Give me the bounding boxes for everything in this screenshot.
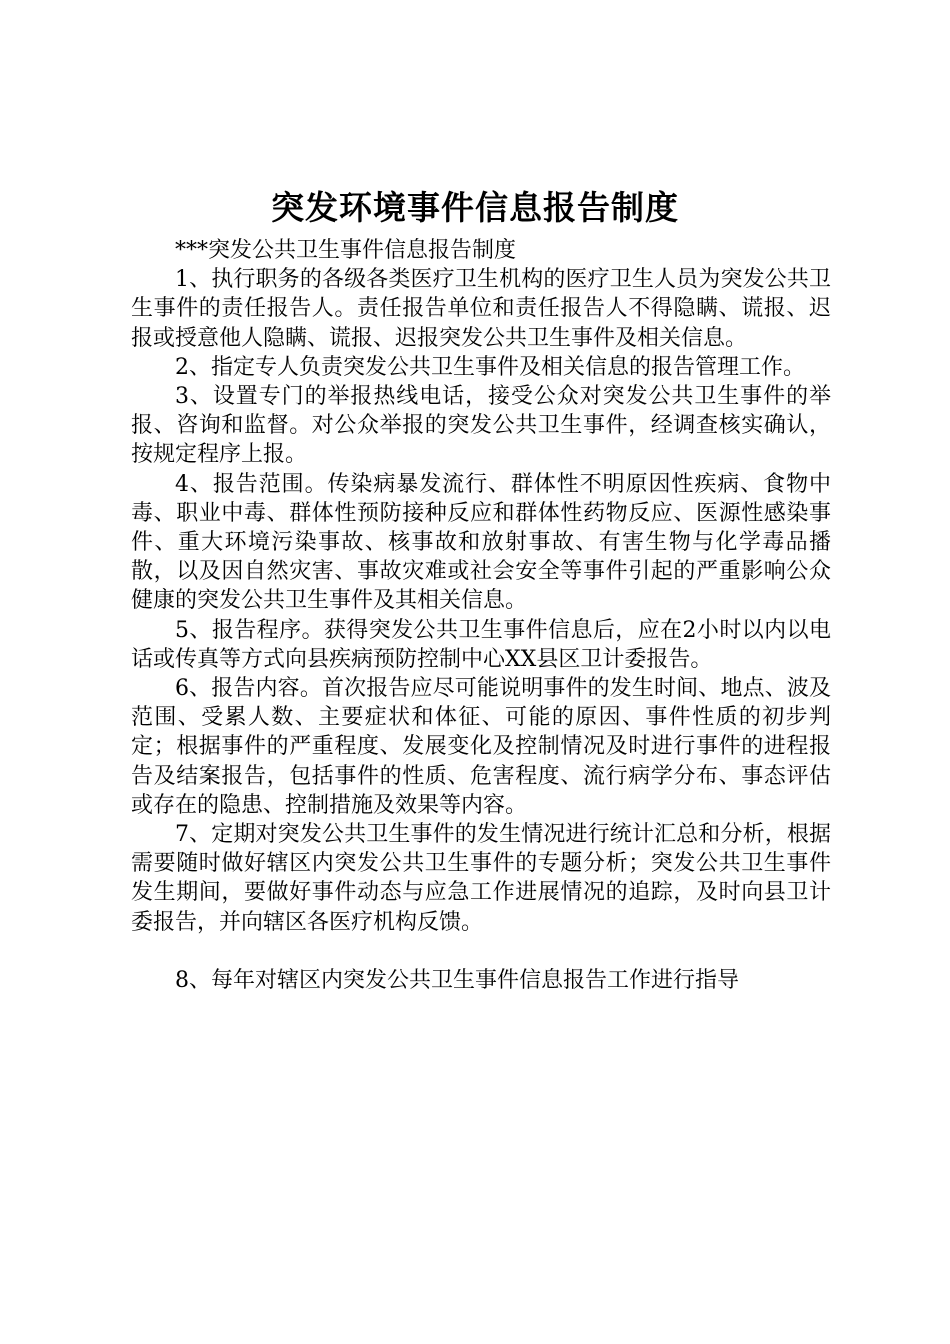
paragraph-8: 8、每年对辖区内突发公共卫生事件信息报告工作进行指导: [175, 967, 739, 993]
paragraph-3: 3、设置专门的举报热线电话，接受公众对突发公共卫生事件的举报、咨询和监督。对公众举报的突发公共卫生事件，经调查核实确认，按规定程序上报。: [131, 384, 831, 468]
document-body: [131, 236, 831, 995]
paragraph-2: 2、指定专人负责突发公共卫生事件及相关信息的报告管理工作。: [175, 354, 805, 380]
paragraph-4: 4、报告范围。传染病暴发流行、群体性不明原因性疾病、食物中毒、职业中毒、群体性预防接种反应和群体性药物反应、医源性感染事件、重大环境污染事故、核事故和放射事故、有害生物与化学毒品播散，以及因自然灾害、事故灾难或社会安全等事件引起的严重影响公众健康的突发公共卫生事件及其相关信息。: [131, 471, 831, 614]
paragraph-6: 6、报告内容。首次报告应尽可能说明事件的发生时间、地点、波及范围、受累人数、主要症状和体征、可能的原因、事件性质的初步判定；根据事件的严重程度、发展变化及控制情况及时进行事件的进程报告及结案报告，包括事件的性质、危害程度、流行病学分布、事态评估或存在的隐患、控制措施及效果等内容。: [131, 676, 831, 818]
document-title: 突发环境事件信息报告制度: [271, 188, 679, 227]
paragraph-5: 5、报告程序。获得突发公共卫生事件信息后，应在2小时以内以电话或传真等方式向县疾病预防控制中心XX县区卫计委报告。: [131, 617, 831, 672]
paragraph-7: 7、定期对突发公共卫生事件的发生情况进行统计汇总和分析，根据需要随时做好辖区内突发公共卫生事件的专题分析；突发公共卫生事件发生期间，要做好事件动态与应急工作进展情况的追踪，及时向县卫计委报告，并向辖区各医疗机构反馈。: [131, 822, 831, 935]
document-subtitle: ***突发公共卫生事件信息报告制度: [175, 238, 517, 263]
paragraph-1: 1、执行职务的各级各类医疗卫生机构的医疗卫生人员为突发公共卫生事件的责任报告人。责任报告单位和责任报告人不得隐瞒、谎报、迟报或授意他人隐瞒、谎报、迟报突发公共卫生事件及相关信息。: [131, 267, 831, 351]
